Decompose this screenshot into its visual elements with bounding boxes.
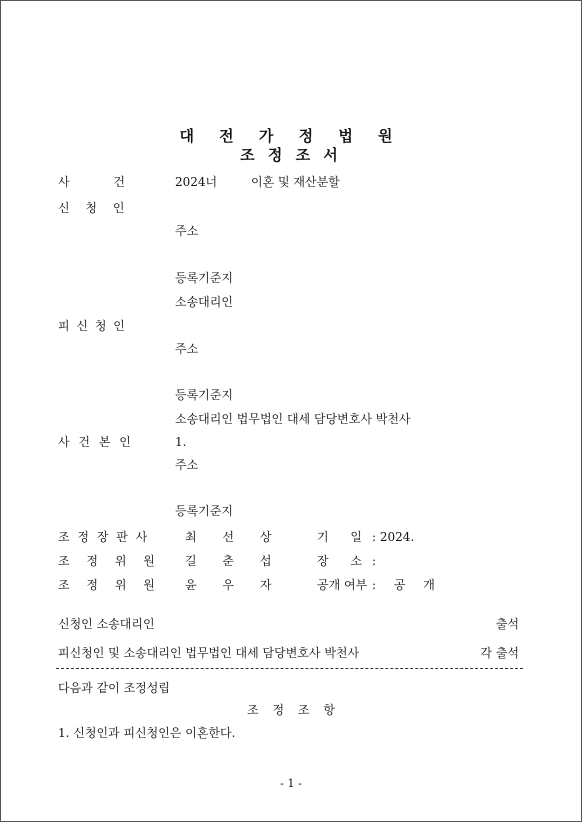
principal-address-label: 주소 bbox=[175, 458, 199, 472]
court-name: 대 전 가 정 법 원 bbox=[179, 127, 403, 145]
applicant-label: 신 청 인 bbox=[58, 201, 125, 215]
respondent-attorney: 소송대리인 법무법인 대세 담당변호사 박천사 bbox=[175, 412, 411, 426]
result-text: 다음과 같이 조정성립 bbox=[58, 681, 170, 695]
session-date-label: 기 일 bbox=[317, 530, 362, 544]
official-role: 조 정 위 원 bbox=[58, 554, 155, 568]
attendance-party: 신청인 소송대리인 bbox=[58, 617, 155, 631]
session-public-value: : 공 개 bbox=[372, 578, 435, 592]
dashed-divider bbox=[56, 668, 523, 669]
session-place-label: 장 소 bbox=[317, 554, 362, 568]
applicant-registry-label: 등록기준지 bbox=[175, 271, 233, 285]
applicant-attorney-label: 소송대리인 bbox=[175, 295, 233, 309]
attendance-status: 출석 bbox=[495, 617, 519, 631]
session-public-label: 공개 여부 bbox=[317, 578, 368, 592]
session-place-value: : bbox=[372, 554, 377, 568]
case-name: 이혼 및 재산분할 bbox=[251, 175, 340, 189]
terms-item: 1. 신청인과 피신청인은 이혼한다. bbox=[58, 726, 236, 740]
official-role: 조 정 위 원 bbox=[58, 578, 155, 592]
attendance-status: 각 출석 bbox=[480, 646, 519, 660]
case-number: 2024너 bbox=[175, 175, 218, 189]
case-label: 사 건 bbox=[58, 175, 125, 189]
respondent-address-label: 주소 bbox=[175, 342, 199, 356]
official-role: 조 정 장 판 사 bbox=[58, 530, 148, 544]
page-number: - 1 - bbox=[280, 777, 302, 790]
principal-label: 사 건 본 인 bbox=[58, 435, 131, 449]
principal-number: 1. bbox=[175, 435, 187, 449]
session-date-value: : 2024. bbox=[372, 530, 415, 544]
official-name: 최 선 상 bbox=[185, 530, 272, 544]
applicant-address-label: 주소 bbox=[175, 224, 199, 238]
official-name: 윤 우 자 bbox=[185, 578, 272, 592]
attendance-party: 피신청인 및 소송대리인 법무법인 대세 담당변호사 박천사 bbox=[58, 646, 360, 660]
terms-heading: 조 정 조 항 bbox=[247, 703, 335, 717]
respondent-label: 피 신 청 인 bbox=[58, 319, 125, 333]
principal-registry-label: 등록기준지 bbox=[175, 504, 233, 518]
official-name: 길 춘 섭 bbox=[185, 554, 272, 568]
respondent-registry-label: 등록기준지 bbox=[175, 388, 233, 402]
document-title: 조 정 조 서 bbox=[240, 146, 342, 164]
